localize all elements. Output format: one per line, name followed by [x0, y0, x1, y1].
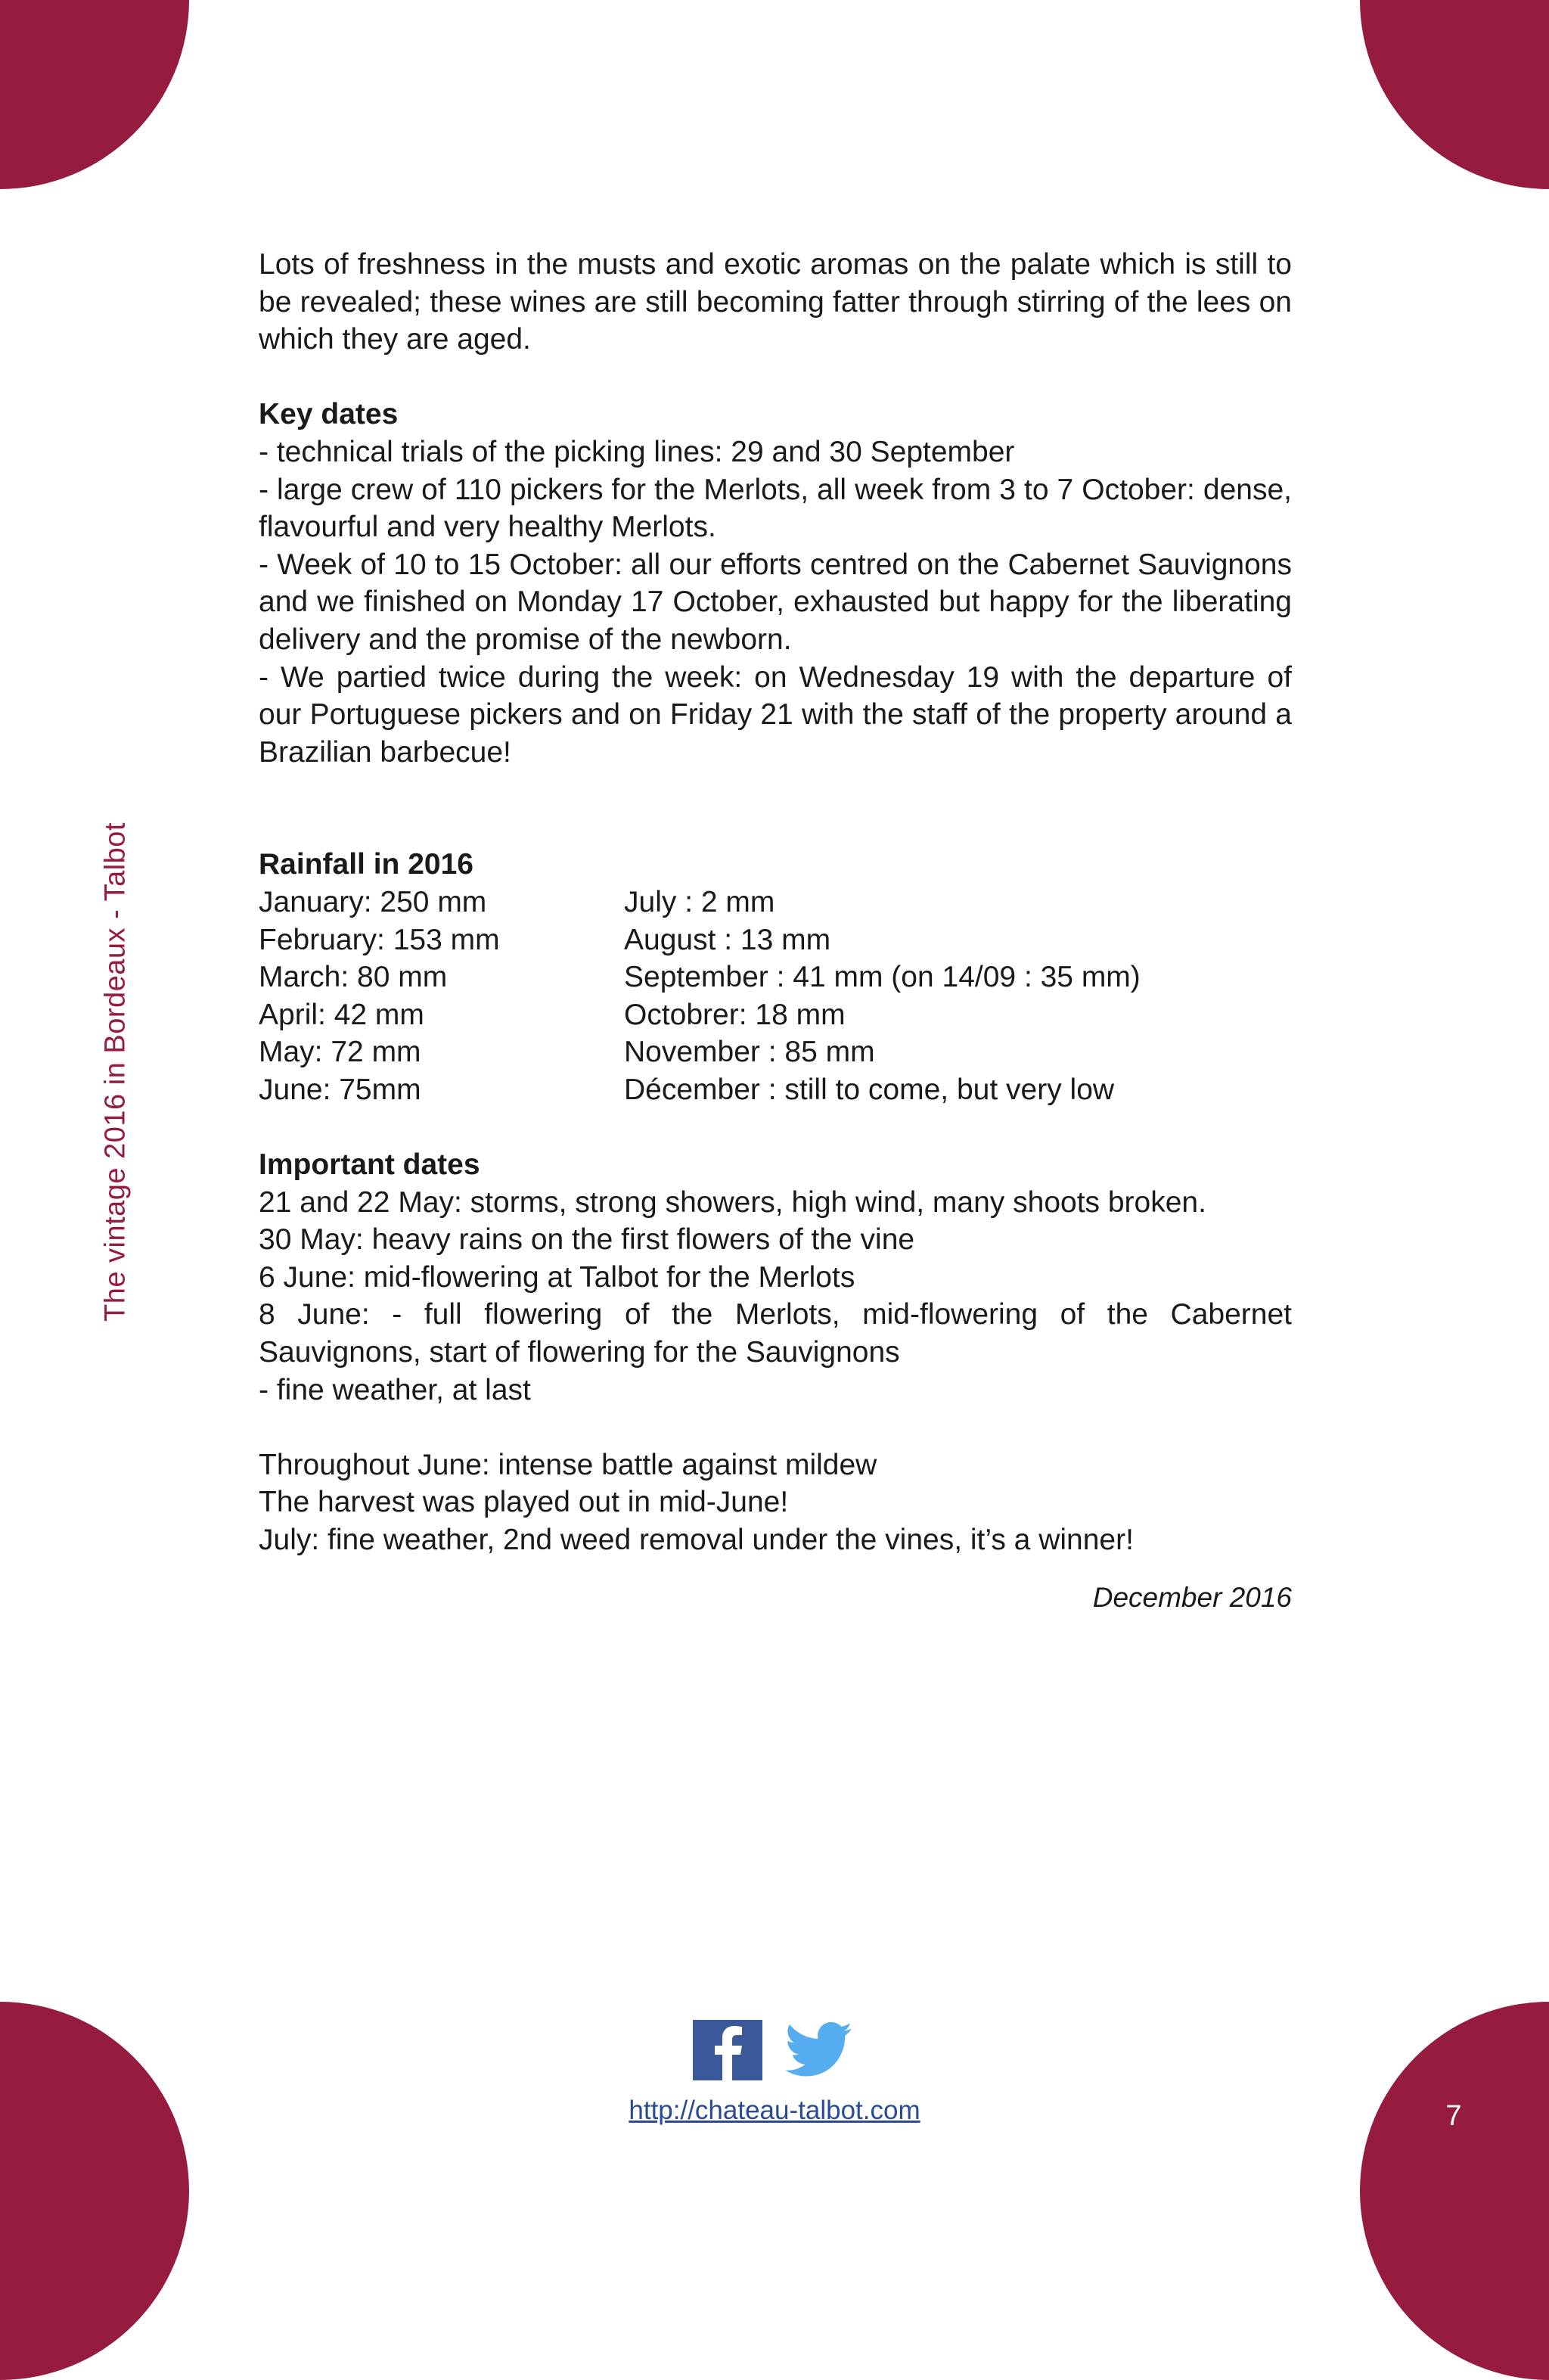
key-date-item: - large crew of 110 pickers for the Merlots, all week from 3 to 7 October: dense, flavourful and very healthy Merlots. [259, 473, 1292, 544]
important-date-item: - fine weather, at last [259, 1373, 531, 1406]
key-dates-heading: Key dates [259, 398, 399, 431]
rainfall-column-jan-jun [259, 884, 624, 1109]
rainfall-row: July : 2 mm [624, 885, 775, 918]
side-title: The vintage 2016 in Bordeaux - Talbot [99, 822, 132, 1322]
rainfall-row: Octobrer: 18 mm [624, 998, 846, 1031]
key-date-item: - We partied twice during the week: on Wednesday 19 with the departure of our Portuguese pickers and on Friday 21 with the staff of the property around a Brazilian barbecue! [259, 660, 1292, 769]
website-link[interactable]: http://chateau-talbot.com [629, 2096, 920, 2125]
rainfall-row: May: 72 mm [259, 1036, 421, 1069]
important-date-item: 8 June: - full flowering of the Merlots, mid-flowering of the Cabernet Sauvignons, start of flowering for the Sauvignons [259, 1298, 1292, 1369]
page-content [259, 246, 1292, 1616]
important-date-item: 6 June: mid-flowering at Talbot for the Merlots [259, 1260, 855, 1294]
signoff-date: December 2016 [1092, 1581, 1292, 1613]
rainfall-table [259, 884, 1292, 1109]
rainfall-row: January: 250 mm [259, 885, 487, 918]
rainfall-row: August : 13 mm [624, 923, 831, 956]
corner-circle-top-right [1360, 0, 1549, 189]
social-links [693, 2020, 853, 2084]
rainfall-row: March: 80 mm [259, 961, 448, 994]
later-date-item: July: fine weather, 2nd weed removal under the vines, it’s a winner! [259, 1524, 1134, 1556]
page-number: 7 [1445, 2100, 1462, 2132]
important-dates-heading: Important dates [259, 1148, 480, 1182]
rainfall-row: November : 85 mm [624, 1036, 875, 1069]
facebook-icon[interactable] [693, 2020, 762, 2084]
rainfall-row: February: 153 mm [259, 923, 500, 956]
rainfall-row: April: 42 mm [259, 998, 424, 1031]
corner-circle-bottom-left [0, 2002, 189, 2380]
intro-paragraph: Lots of freshness in the musts and exotic aromas on the palate which is still to be revealed; these wines are still becoming fatter through stirring of the lees on which they are aged. [259, 248, 1292, 356]
key-date-item: - Week of 10 to 15 October: all our efforts centred on the Cabernet Sauvignons and we finished on Monday 17 October, exhausted but happy for the liberating delivery and the promise of the newborn. [259, 548, 1292, 656]
rainfall-row: September : 41 mm (on 14/09 : 35 mm) [624, 961, 1141, 994]
corner-circle-top-left [0, 0, 189, 189]
later-date-item: Throughout June: intense battle against mildew [259, 1448, 877, 1481]
rainfall-row: Décember : still to come, but very low [624, 1073, 1115, 1106]
important-date-item: 30 May: heavy rains on the first flowers of the vine [259, 1223, 915, 1257]
rainfall-column-jul-dec [624, 884, 1292, 1109]
rainfall-heading: Rainfall in 2016 [259, 848, 473, 881]
twitter-icon[interactable] [785, 2021, 853, 2083]
rainfall-row: June: 75mm [259, 1073, 421, 1106]
key-date-item: - technical trials of the picking lines: 29 and 30 September [259, 435, 1015, 468]
important-date-item: 21 and 22 May: storms, strong showers, high wind, many shoots broken. [259, 1185, 1206, 1219]
corner-circle-bottom-right [1360, 2002, 1549, 2380]
later-date-item: The harvest was played out in mid-June! [259, 1486, 789, 1519]
